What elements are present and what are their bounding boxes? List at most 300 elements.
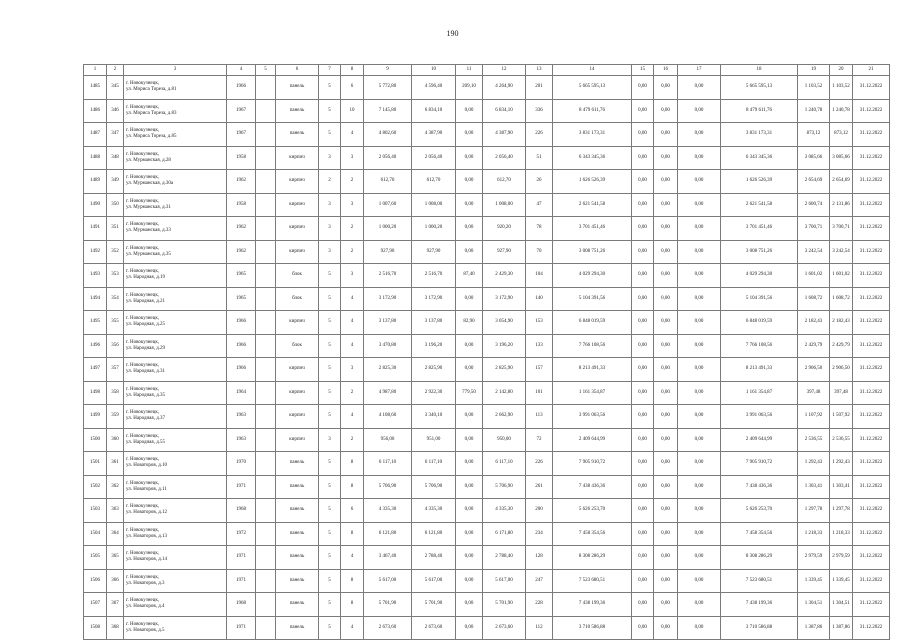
table-cell: 0,00: [678, 428, 721, 452]
table-cell: 0,00: [678, 499, 721, 523]
table-cell: 31.12.2022: [853, 475, 890, 499]
table-cell: 2 788,40: [483, 546, 526, 570]
table-cell: панель: [276, 452, 319, 476]
table-cell: [256, 381, 276, 405]
table-cell: 31.12.2022: [853, 193, 890, 217]
table-cell: 234: [526, 522, 553, 546]
address-line: ул. Народная, д.29: [126, 345, 165, 351]
table-cell: 31.12.2022: [853, 217, 890, 241]
address-line: г. Новокузнецк,: [126, 386, 160, 392]
table-cell: 612,70: [412, 170, 456, 194]
table-row: [84, 522, 890, 546]
table-cell: 3: [341, 264, 364, 288]
address-line: ул. Народная, д.19: [126, 275, 165, 281]
table-cell: 4: [341, 546, 364, 570]
table-cell: 3 467,40: [364, 546, 412, 570]
table-cell: 0,00: [678, 264, 721, 288]
table-cell: 0,00: [654, 381, 678, 405]
table-cell: 356: [107, 334, 124, 358]
table-cell: панель: [276, 123, 319, 147]
table-cell: 31.12.2022: [853, 287, 890, 311]
table-cell: 0,00: [456, 569, 483, 593]
table-cell: 0,00: [456, 358, 483, 382]
table-cell: кирпич: [276, 146, 319, 170]
address-line: ул. Новаторов, д.4: [126, 604, 165, 610]
table-cell: 3 470,80: [364, 334, 412, 358]
table-cell: 7 523 680,51: [721, 569, 798, 593]
table-cell: [256, 240, 276, 264]
table-cell: 1963: [227, 405, 256, 429]
column-header: 18: [721, 65, 798, 76]
table-cell: 1497: [84, 358, 107, 382]
table-cell: 2: [341, 381, 364, 405]
table-cell: 0,00: [456, 287, 483, 311]
table-cell: 3: [319, 217, 341, 241]
table-cell: 8 308 286,29: [553, 546, 632, 570]
table-cell: кирпич: [276, 358, 319, 382]
address-line: ул. Мориса Тореза, д.81: [126, 87, 177, 93]
table-cell: 2 536,55: [798, 428, 830, 452]
table-cell: 1970: [227, 452, 256, 476]
table-cell: 1 240,78: [830, 99, 853, 123]
table-cell: 612,70: [364, 170, 412, 194]
table-cell: 2 979,59: [830, 546, 853, 570]
table-row: [84, 475, 890, 499]
table-cell: 0,00: [654, 522, 678, 546]
table-cell: 0,00: [456, 99, 483, 123]
column-header: 11: [456, 65, 483, 76]
table-cell: 31.12.2022: [853, 311, 890, 335]
table-cell: 357: [107, 358, 124, 382]
table-row: [84, 264, 890, 288]
table-cell: 1491: [84, 217, 107, 241]
address-cell: [124, 428, 227, 452]
table-cell: 78: [526, 217, 553, 241]
table-row: [84, 123, 890, 147]
table-cell: 112: [526, 616, 553, 640]
table-cell: 3 710 586,88: [553, 616, 632, 640]
table-cell: 0,00: [678, 170, 721, 194]
address-cell: [124, 311, 227, 335]
table-cell: кирпич: [276, 405, 319, 429]
table-cell: 5 706,90: [483, 475, 526, 499]
address-line: г. Новокузнецк,: [126, 363, 160, 369]
table-cell: 0,00: [456, 240, 483, 264]
table-cell: [256, 569, 276, 593]
address-line: ул. Новаторов, д.3: [126, 580, 165, 586]
table-cell: 365: [107, 546, 124, 570]
address-line: ул. Новаторов, д.10: [126, 463, 168, 469]
table-cell: 7 523 680,51: [553, 569, 632, 593]
table-cell: 261: [526, 475, 553, 499]
table-cell: 0,00: [678, 452, 721, 476]
table-cell: 200: [526, 499, 553, 523]
table-row: [84, 405, 890, 429]
table-cell: 1498: [84, 381, 107, 405]
address-cell: [124, 146, 227, 170]
address-line: г. Новокузнецк,: [126, 339, 160, 345]
table-cell: 0,00: [632, 240, 654, 264]
table-cell: 336: [526, 99, 553, 123]
table-cell: 5: [319, 99, 341, 123]
table-cell: 3 242,54: [798, 240, 830, 264]
table-cell: 3 700,71: [830, 217, 853, 241]
table-cell: 3 196,20: [483, 334, 526, 358]
table-cell: 4: [341, 123, 364, 147]
table-cell: панель: [276, 616, 319, 640]
table-cell: 1 626 526,39: [721, 170, 798, 194]
table-cell: 7 438 199,36: [553, 593, 632, 617]
table-cell: 0,00: [678, 287, 721, 311]
table-cell: 354: [107, 287, 124, 311]
address-cell: [124, 616, 227, 640]
table-cell: 7 905 910,72: [553, 452, 632, 476]
table-cell: 8: [341, 475, 364, 499]
table-cell: 4 108,60: [364, 405, 412, 429]
table-cell: 8 213 491,33: [721, 358, 798, 382]
address-line: г. Новокузнецк,: [126, 551, 160, 557]
address-cell: [124, 170, 227, 194]
table-cell: 4: [341, 405, 364, 429]
table-cell: 0,00: [678, 146, 721, 170]
table-cell: 0,00: [456, 475, 483, 499]
table-cell: 201: [526, 76, 553, 100]
table-cell: 7 905 910,72: [721, 452, 798, 476]
table-cell: 1 608,72: [798, 287, 830, 311]
table-cell: 3 991 063,56: [553, 405, 632, 429]
address-cell: [124, 123, 227, 147]
table-cell: 1485: [84, 76, 107, 100]
table-cell: 927,90: [412, 240, 456, 264]
table-cell: 5 665 595,13: [721, 76, 798, 100]
table-cell: 873,12: [798, 123, 830, 147]
table-cell: 1 626 526,39: [553, 170, 632, 194]
table-cell: 1507: [84, 593, 107, 617]
table-cell: 0,00: [654, 99, 678, 123]
table-cell: 358: [107, 381, 124, 405]
table-cell: 6 343 345,36: [721, 146, 798, 170]
table-cell: 0,00: [632, 405, 654, 429]
table-cell: 3 701 451,46: [553, 217, 632, 241]
table-cell: кирпич: [276, 217, 319, 241]
table-cell: 2: [341, 170, 364, 194]
address-cell: [124, 76, 227, 100]
table-cell: 1505: [84, 546, 107, 570]
table-cell: [256, 452, 276, 476]
table-cell: панель: [276, 499, 319, 523]
table-cell: 0,00: [654, 358, 678, 382]
table-cell: 2 142,80: [483, 381, 526, 405]
table-cell: 157: [526, 358, 553, 382]
table-cell: 0,00: [632, 217, 654, 241]
table-cell: 0,00: [456, 593, 483, 617]
table-cell: 355: [107, 311, 124, 335]
table-cell: 5 701,90: [364, 593, 412, 617]
table-cell: 6 117,10: [412, 452, 456, 476]
table-cell: 364: [107, 522, 124, 546]
column-header: 8: [341, 65, 364, 76]
table-cell: 3: [319, 146, 341, 170]
column-header: 10: [412, 65, 456, 76]
table-cell: 2 621 541,58: [721, 193, 798, 217]
address-line: ул. Новаторов, д.11: [126, 486, 167, 492]
address-cell: [124, 593, 227, 617]
table-cell: 0,00: [632, 193, 654, 217]
table-cell: 0,00: [678, 616, 721, 640]
address-line: ул. Мориса Тореза, д.83: [126, 110, 177, 116]
table-cell: 6 121,80: [412, 522, 456, 546]
table-cell: 3 831 173,31: [553, 123, 632, 147]
table-cell: 1 008,00: [483, 193, 526, 217]
column-header: 16: [654, 65, 678, 76]
table-cell: 2 056,40: [364, 146, 412, 170]
table-cell: 8: [341, 452, 364, 476]
table-cell: 4: [341, 334, 364, 358]
table-cell: 2 516,70: [412, 264, 456, 288]
table-cell: 873,12: [830, 123, 853, 147]
table-cell: 0,00: [632, 170, 654, 194]
table-cell: 927,90: [364, 240, 412, 264]
table-cell: 5: [319, 593, 341, 617]
table-cell: 1499: [84, 405, 107, 429]
table-cell: панель: [276, 99, 319, 123]
table-cell: 3 172,90: [483, 287, 526, 311]
table-cell: 2 906,50: [798, 358, 830, 382]
table-cell: 5: [319, 381, 341, 405]
table-cell: 5: [319, 76, 341, 100]
address-line: ул. Мурманская, д.28: [126, 157, 171, 163]
address-line: ул. Мурманская, д.31: [126, 204, 171, 210]
table-cell: 0,00: [632, 264, 654, 288]
table-cell: 347: [107, 123, 124, 147]
table-cell: 0,00: [632, 381, 654, 405]
table-cell: 5: [319, 123, 341, 147]
table-cell: 1 103,52: [830, 76, 853, 100]
table-cell: 3: [341, 146, 364, 170]
table-cell: 0,00: [654, 240, 678, 264]
table-cell: [256, 593, 276, 617]
table-cell: 6: [341, 76, 364, 100]
table-cell: 1503: [84, 499, 107, 523]
table-cell: 1 601,02: [798, 264, 830, 288]
address-line: г. Новокузнецк,: [126, 175, 160, 181]
table-cell: 0,00: [678, 358, 721, 382]
table-cell: 0,00: [654, 311, 678, 335]
table-cell: 0,00: [456, 452, 483, 476]
table-cell: 10: [341, 99, 364, 123]
table-cell: 1968: [227, 593, 256, 617]
table-cell: 5 772,80: [364, 76, 412, 100]
table-cell: 1 304,51: [830, 593, 853, 617]
table-cell: 0,00: [456, 334, 483, 358]
table-cell: 2 429,79: [798, 334, 830, 358]
table-cell: 0,00: [632, 499, 654, 523]
table-cell: 3 085,66: [830, 146, 853, 170]
table-cell: 1 007,60: [364, 193, 412, 217]
table-cell: 1971: [227, 475, 256, 499]
table-cell: 8 479 611,76: [721, 99, 798, 123]
table-cell: 0,00: [678, 311, 721, 335]
table-cell: 353: [107, 264, 124, 288]
table-cell: кирпич: [276, 311, 319, 335]
table-cell: 31.12.2022: [853, 264, 890, 288]
address-line: г. Новокузнецк,: [126, 245, 160, 251]
table-row: [84, 99, 890, 123]
table-cell: кирпич: [276, 170, 319, 194]
table-cell: 128: [526, 546, 553, 570]
table-cell: 5 617,00: [364, 569, 412, 593]
table-cell: 3 991 063,56: [721, 405, 798, 429]
address-cell: [124, 381, 227, 405]
table-row: [84, 616, 890, 640]
address-line: г. Новокузнецк,: [126, 316, 160, 322]
address-line: ул. Народная, д.55: [126, 439, 165, 445]
address-line: г. Новокузнецк,: [126, 104, 160, 110]
address-line: г. Новокузнецк,: [126, 527, 160, 533]
table-cell: 0,00: [654, 264, 678, 288]
table-cell: 7 438 436,36: [553, 475, 632, 499]
table-cell: 2 825,30: [364, 358, 412, 382]
table-cell: 0,00: [456, 522, 483, 546]
address-line: ул. Мурманская, д.30а: [126, 181, 174, 187]
table-cell: 6 117,10: [483, 452, 526, 476]
table-cell: [256, 405, 276, 429]
table-cell: 1967: [227, 123, 256, 147]
table-cell: 1966: [227, 358, 256, 382]
table-cell: 920,20: [483, 217, 526, 241]
table-cell: 31.12.2022: [853, 452, 890, 476]
table-row: [84, 311, 890, 335]
address-cell: [124, 264, 227, 288]
table-cell: 3 008 751,26: [721, 240, 798, 264]
table-cell: 0,00: [632, 546, 654, 570]
table-cell: 368: [107, 616, 124, 640]
table-cell: 1 608,72: [830, 287, 853, 311]
table-cell: 2 600,74: [798, 193, 830, 217]
table-cell: 7 766 108,56: [553, 334, 632, 358]
address-cell: [124, 287, 227, 311]
table-cell: 0,00: [632, 334, 654, 358]
table-cell: 4 387,90: [412, 123, 456, 147]
table-cell: 153: [526, 311, 553, 335]
address-cell: [124, 193, 227, 217]
table-cell: 3 831 173,31: [721, 123, 798, 147]
table-cell: 0,00: [654, 428, 678, 452]
table-cell: 5: [319, 358, 341, 382]
table-cell: 4 029 294,30: [721, 264, 798, 288]
table-cell: 1958: [227, 146, 256, 170]
table-cell: 0,00: [678, 99, 721, 123]
table-body: [84, 76, 890, 640]
address-cell: [124, 240, 227, 264]
address-line: г. Новокузнецк,: [126, 151, 160, 157]
table-cell: 0,00: [654, 452, 678, 476]
table-cell: 5: [319, 475, 341, 499]
table-cell: 397,48: [830, 381, 853, 405]
table-cell: 359: [107, 405, 124, 429]
table-cell: 0,00: [678, 217, 721, 241]
table-cell: 0,00: [632, 475, 654, 499]
table-cell: 361: [107, 452, 124, 476]
table-cell: [256, 264, 276, 288]
table-cell: 1966: [227, 334, 256, 358]
table-cell: [256, 428, 276, 452]
table-cell: 3 137,80: [412, 311, 456, 335]
table-cell: 5 665 595,13: [553, 76, 632, 100]
table-cell: 4: [341, 311, 364, 335]
table-cell: панель: [276, 475, 319, 499]
table-cell: [256, 146, 276, 170]
table-cell: 3: [319, 193, 341, 217]
table-cell: 133: [526, 334, 553, 358]
table-cell: 0,00: [678, 569, 721, 593]
address-line: г. Новокузнецк,: [126, 222, 160, 228]
table-cell: 0,00: [632, 287, 654, 311]
table-cell: 0,00: [654, 593, 678, 617]
table-cell: 1968: [227, 499, 256, 523]
address-line: ул. Народная, д.37: [126, 416, 165, 422]
table-cell: [256, 76, 276, 100]
table-row: [84, 76, 890, 100]
table-cell: 140: [526, 287, 553, 311]
table-cell: 0,00: [654, 76, 678, 100]
address-cell: [124, 358, 227, 382]
table-cell: 1 161 354,87: [721, 381, 798, 405]
table-row: [84, 287, 890, 311]
table-cell: 0,00: [456, 499, 483, 523]
table-cell: 0,00: [632, 569, 654, 593]
table-cell: 2 536,55: [830, 428, 853, 452]
table-cell: 2 654,69: [830, 170, 853, 194]
table-cell: 366: [107, 569, 124, 593]
address-cell: [124, 405, 227, 429]
table-cell: 4 264,90: [483, 76, 526, 100]
table-cell: 5 104 391,56: [721, 287, 798, 311]
table-cell: 226: [526, 452, 553, 476]
table-cell: панель: [276, 522, 319, 546]
table-cell: 1500: [84, 428, 107, 452]
table-cell: 2 673,60: [364, 616, 412, 640]
table-cell: 1 161 354,87: [553, 381, 632, 405]
table-cell: 1487: [84, 123, 107, 147]
table-cell: 5: [319, 452, 341, 476]
table-cell: 1 339,45: [830, 569, 853, 593]
table-cell: блок: [276, 264, 319, 288]
table-cell: 362: [107, 475, 124, 499]
table-cell: 1962: [227, 170, 256, 194]
table-cell: 31.12.2022: [853, 381, 890, 405]
table-cell: 2 182,43: [798, 311, 830, 335]
table-cell: 1 008,00: [412, 193, 456, 217]
address-line: г. Новокузнецк,: [126, 480, 160, 486]
table-cell: 5 617,00: [412, 569, 456, 593]
table-cell: 1958: [227, 193, 256, 217]
table-cell: 31.12.2022: [853, 240, 890, 264]
table-row: [84, 240, 890, 264]
table-cell: 927,90: [483, 240, 526, 264]
table-cell: 7 438 199,36: [721, 593, 798, 617]
table-cell: 70: [526, 240, 553, 264]
table-cell: 0,00: [632, 146, 654, 170]
table-cell: 5: [319, 264, 341, 288]
table-row: [84, 358, 890, 382]
table-cell: 350: [107, 193, 124, 217]
table-cell: 0,00: [632, 452, 654, 476]
table-cell: 1966: [227, 76, 256, 100]
table-cell: 349: [107, 170, 124, 194]
column-header: 3: [124, 65, 227, 76]
table-row: [84, 593, 890, 617]
